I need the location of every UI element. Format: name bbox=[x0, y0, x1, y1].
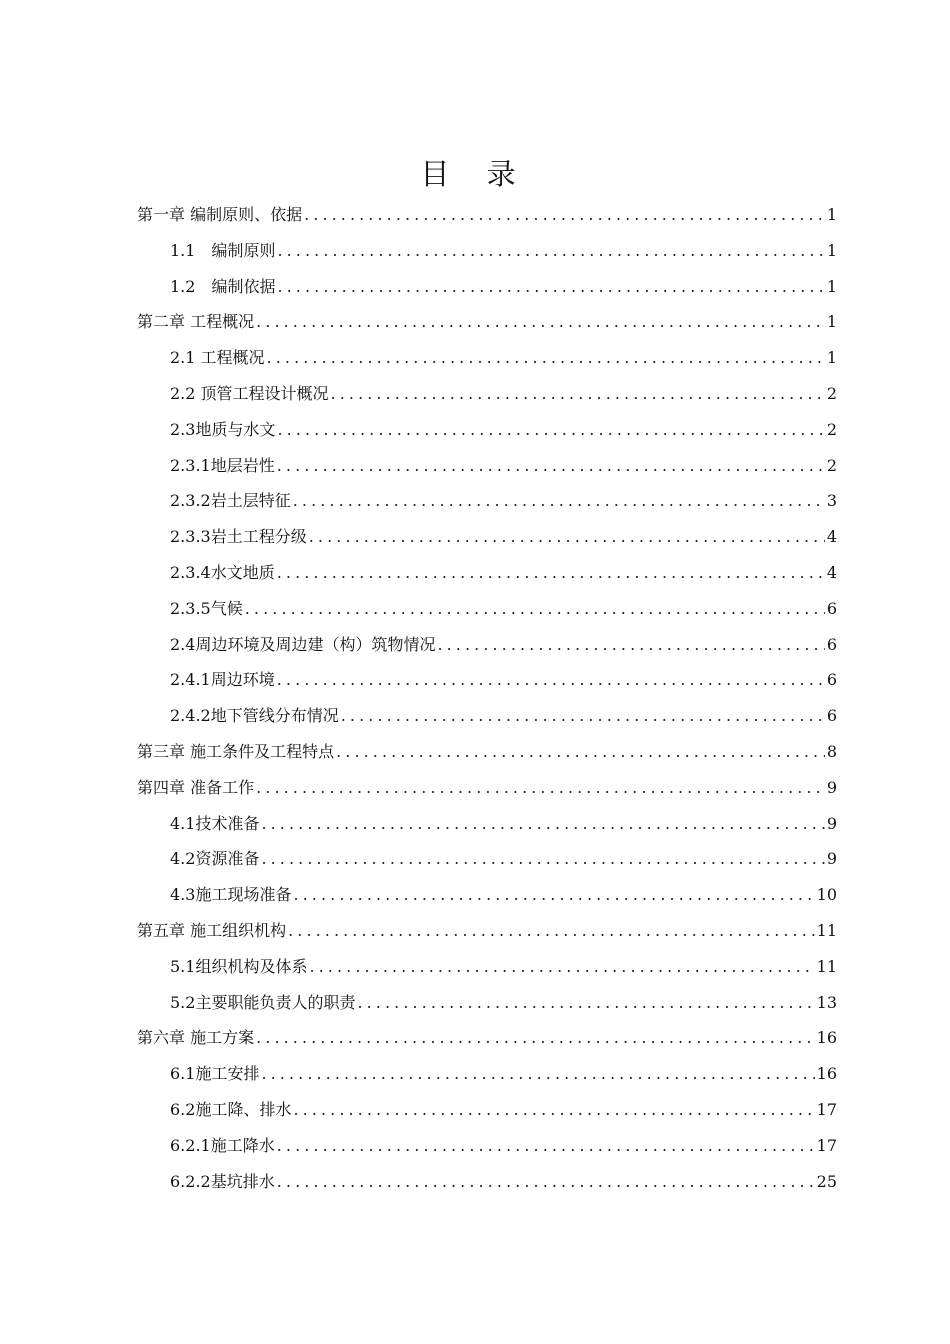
toc-page-number: 6 bbox=[826, 670, 837, 690]
toc-entry-label: 第三章 施工条件及工程特点 bbox=[137, 741, 335, 761]
toc-chapter-entry[interactable] bbox=[137, 913, 837, 949]
toc-dot-leader bbox=[293, 877, 814, 913]
toc-chapter-entry[interactable] bbox=[137, 1020, 837, 1056]
toc-page-number: 13 bbox=[816, 992, 837, 1012]
toc-dot-leader bbox=[341, 698, 825, 734]
toc-dot-leader bbox=[277, 1164, 815, 1200]
toc-page-number: 10 bbox=[816, 885, 837, 905]
toc-section-entry[interactable] bbox=[137, 340, 837, 376]
toc-chapter-entry[interactable] bbox=[137, 197, 837, 233]
toc-page-number: 2 bbox=[826, 419, 837, 439]
toc-section-entry[interactable] bbox=[137, 1128, 837, 1164]
toc-page-number: 1 bbox=[826, 205, 837, 224]
toc-dot-leader bbox=[437, 627, 824, 663]
toc-page-number: 16 bbox=[816, 1028, 837, 1048]
toc-section-entry[interactable] bbox=[137, 555, 837, 591]
toc-dot-leader bbox=[309, 949, 814, 985]
toc-page-number: 1 bbox=[826, 348, 837, 368]
toc-page-number: 2 bbox=[826, 383, 837, 403]
toc-section-entry[interactable] bbox=[137, 949, 837, 985]
toc-section-entry[interactable] bbox=[137, 519, 837, 555]
toc-section-entry[interactable] bbox=[137, 591, 837, 627]
toc-page-number: 4 bbox=[826, 527, 837, 547]
toc-entry-label: 2.4周边环境及周边建（构）筑物情况 bbox=[170, 634, 436, 654]
toc-dot-leader bbox=[277, 662, 825, 698]
toc-dot-leader bbox=[309, 519, 825, 555]
toc-entry-label: 5.2主要职能负责人的职责 bbox=[170, 992, 356, 1012]
toc-section-entry[interactable] bbox=[137, 662, 837, 698]
toc-entry-label: 4.1技术准备 bbox=[170, 813, 260, 833]
toc-page-number: 25 bbox=[816, 1171, 837, 1191]
toc-section-entry[interactable] bbox=[137, 841, 837, 877]
toc-dot-leader bbox=[261, 841, 824, 877]
toc-section-entry[interactable] bbox=[137, 1056, 837, 1092]
toc-page-number: 6 bbox=[826, 634, 837, 654]
toc-entry-label: 2.4.2地下管线分布情况 bbox=[170, 706, 339, 726]
toc-chapter-entry[interactable] bbox=[137, 770, 837, 806]
toc-dot-leader bbox=[261, 1056, 814, 1092]
toc-page-number: 11 bbox=[816, 920, 837, 940]
toc-dot-leader bbox=[256, 1020, 815, 1056]
toc-entry-label: 6.2.1施工降水 bbox=[170, 1135, 275, 1155]
toc-section-entry[interactable] bbox=[137, 448, 837, 484]
toc-section-entry[interactable] bbox=[137, 412, 837, 448]
toc-section-entry[interactable] bbox=[137, 627, 837, 663]
toc-dot-leader bbox=[331, 376, 825, 412]
toc-entry-label: 2.3.4水文地质 bbox=[170, 562, 275, 582]
toc-section-entry[interactable] bbox=[137, 985, 837, 1021]
toc-page-number: 17 bbox=[816, 1135, 837, 1155]
toc-page-number: 16 bbox=[816, 1064, 837, 1084]
toc-entry-label: 2.2 顶管工程设计概况 bbox=[170, 383, 329, 403]
toc-page-number: 6 bbox=[826, 706, 837, 726]
toc-dot-leader bbox=[336, 734, 825, 770]
toc-entry-label: 2.3.2岩土层特征 bbox=[170, 491, 291, 511]
toc-dot-leader bbox=[357, 985, 814, 1021]
toc-entry-label: 2.3.5气候 bbox=[170, 598, 243, 618]
toc-page-number: 11 bbox=[816, 956, 837, 976]
toc-entry-label: 2.3.3岩土工程分级 bbox=[170, 527, 307, 547]
toc-entry-label: 4.2资源准备 bbox=[170, 849, 260, 869]
toc-dot-leader bbox=[277, 233, 824, 269]
toc-entry-label: 第六章 施工方案 bbox=[137, 1028, 255, 1048]
toc-page-number: 2 bbox=[826, 455, 837, 475]
toc-section-entry[interactable] bbox=[137, 1092, 837, 1128]
toc-entry-label: 6.1施工安排 bbox=[170, 1064, 260, 1084]
toc-entry-label: 2.1 工程概况 bbox=[170, 348, 265, 368]
toc-title: 目 录 bbox=[420, 157, 530, 191]
toc-dot-leader bbox=[261, 806, 824, 842]
toc-section-entry[interactable] bbox=[137, 233, 837, 269]
toc-entry-label: 第四章 准备工作 bbox=[137, 777, 255, 797]
toc-page-number: 9 bbox=[826, 777, 837, 797]
toc-dot-leader bbox=[245, 591, 825, 627]
toc-entry-label: 2.3.1地层岩性 bbox=[170, 455, 275, 475]
toc-dot-leader bbox=[288, 913, 815, 949]
toc-entry-label: 1.2 编制依据 bbox=[170, 276, 276, 296]
toc-entry-label: 6.2.2基坑排水 bbox=[170, 1171, 275, 1191]
toc-entry-label: 4.3施工现场准备 bbox=[170, 885, 292, 905]
toc-page-number: 6 bbox=[826, 598, 837, 618]
toc-dot-leader bbox=[277, 412, 824, 448]
toc-dot-leader bbox=[293, 1092, 814, 1128]
toc-list bbox=[137, 197, 837, 1199]
toc-dot-leader bbox=[267, 340, 825, 376]
toc-dot-leader bbox=[304, 197, 825, 233]
toc-entry-label: 1.1 编制原则 bbox=[170, 240, 276, 260]
toc-entry-label: 第二章 工程概况 bbox=[137, 312, 255, 332]
toc-dot-leader bbox=[277, 1128, 815, 1164]
toc-section-entry[interactable] bbox=[137, 698, 837, 734]
toc-section-entry[interactable] bbox=[137, 483, 837, 519]
toc-dot-leader bbox=[293, 483, 825, 519]
toc-dot-leader bbox=[277, 555, 825, 591]
toc-page-number: 8 bbox=[826, 741, 837, 761]
toc-chapter-entry[interactable] bbox=[137, 734, 837, 770]
toc-page-number: 1 bbox=[826, 312, 837, 332]
toc-page-number: 3 bbox=[826, 491, 837, 511]
toc-page-number: 9 bbox=[826, 813, 837, 833]
toc-entry-label: 第五章 施工组织机构 bbox=[137, 920, 287, 940]
toc-chapter-entry[interactable] bbox=[137, 304, 837, 340]
toc-dot-leader bbox=[277, 269, 824, 305]
toc-entry-label: 第一章 编制原则、依据 bbox=[137, 205, 303, 224]
toc-entry-label: 2.4.1周边环境 bbox=[170, 670, 275, 690]
toc-page-number: 1 bbox=[826, 240, 837, 260]
toc-section-entry[interactable] bbox=[137, 376, 837, 412]
toc-dot-leader bbox=[256, 770, 825, 806]
toc-dot-leader bbox=[256, 304, 825, 340]
toc-entry-label: 2.3地质与水文 bbox=[170, 419, 276, 439]
toc-entry-label: 5.1组织机构及体系 bbox=[170, 956, 308, 976]
toc-section-entry[interactable] bbox=[137, 877, 837, 913]
toc-dot-leader bbox=[277, 448, 825, 484]
toc-page-number: 17 bbox=[816, 1099, 837, 1119]
toc-page-number: 4 bbox=[826, 562, 837, 582]
toc-page-number: 9 bbox=[826, 849, 837, 869]
toc-section-entry[interactable] bbox=[137, 269, 837, 305]
toc-entry-label: 6.2施工降、排水 bbox=[170, 1099, 292, 1119]
toc-section-entry[interactable] bbox=[137, 1164, 837, 1200]
toc-page-number: 1 bbox=[826, 276, 837, 296]
toc-section-entry[interactable] bbox=[137, 806, 837, 842]
